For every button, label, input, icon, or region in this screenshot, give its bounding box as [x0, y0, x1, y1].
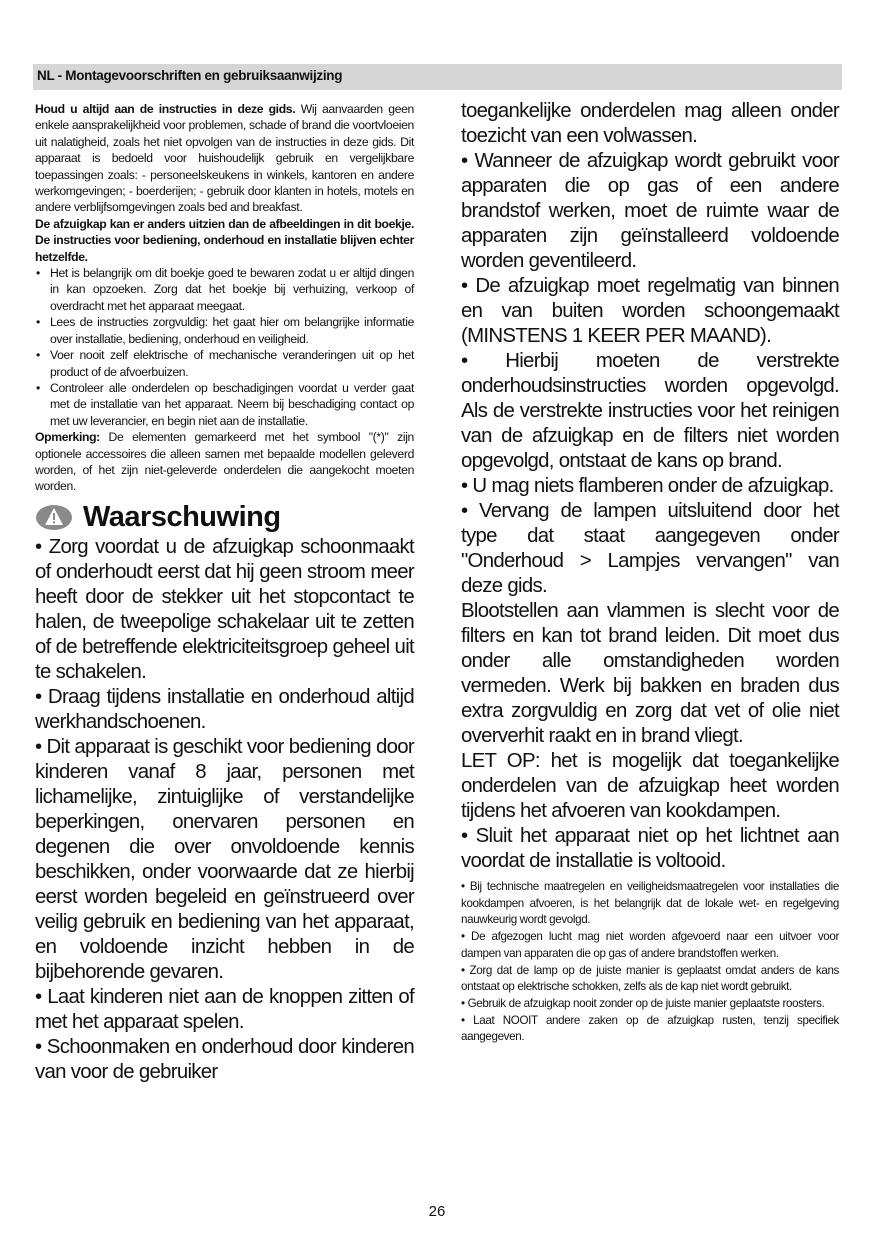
regulation-paragraph: • De afgezogen lucht mag niet worden afgevoerd naar een uitvoer voor dampen van apparaten die op gas of andere brandstoffen werken. — [461, 930, 839, 960]
remark-paragraph — [35, 429, 414, 495]
regulation-paragraph: • Gebruik de afzuigkap nooit zonder op de juiste manier geplaatste roosters. — [461, 996, 825, 1010]
safety-paragraph: • Sluit het apparaat niet op het lichtnet aan voordat de installatie is voltooid. — [461, 825, 839, 872]
safety-paragraph: • Wanneer de afzuigkap wordt gebruikt voor apparaten die op gas of een andere brandstof werken, moet de ruimte waar de apparaten zijn geïnstalleerd voldoende worden geventileerd. — [461, 150, 839, 272]
safety-paragraph: LET OP: het is mogelijk dat toegankelijke onderdelen van de afzuigkap heet worden tijdens het afvoeren van kookdampen. — [461, 750, 839, 822]
intro-paragraph — [35, 101, 414, 216]
warning-block — [35, 535, 414, 1085]
warning-icon — [35, 504, 73, 531]
instruction-list — [35, 265, 414, 429]
safety-paragraph: toegankelijke onderdelen mag alleen onder toezicht van een volwassen. — [461, 100, 839, 147]
safety-paragraph: • U mag niets flamberen onder de afzuigkap. — [461, 475, 834, 497]
intro-bold: Houd u altijd aan de instructies in deze gids. — [35, 102, 296, 116]
section-header — [33, 64, 842, 90]
warning-paragraph: • Draag tijdens installatie en onderhoud altijd werkhandschoenen. — [35, 685, 414, 733]
warning-paragraph: • Zorg voordat u de afzuigkap schoonmaakt of onderhoudt eerst dat hij geen stroom meer heeft door de stekker uit het stopcontact te halen, de tweepolige schakelaar uit te zetten of de betreffende elektriciteitsgroep geheel uit te schakelen. — [35, 535, 414, 683]
safety-paragraph: Blootstellen aan vlammen is slecht voor de filters en kan tot brand leiden. Dit moet dus onder alle omstandigheden worden vermeden. Werk bij bakken en braden dus extra zorgvuldig en zorg dat vet of olie niet oververhit raakt en in brand vliegt. — [461, 600, 839, 747]
list-item: • Controleer alle onderdelen op beschadigingen voordat u verder gaat met de installatie van het apparaat. Neem bij beschadiging contact op met uw leverancier, en begin niet aan de installatie. — [35, 380, 414, 429]
safety-block — [461, 99, 839, 874]
intro-text: Wij aanvaarden geen enkele aansprakelijkheid voor problemen, schade of brand die voortvloeien uit nalatigheid, zoals het niet opvolgen van de instructies in deze gids. Dit apparaat is bedoeld voor huishoudelijk gebruik en vergelijkbare toepassingen zoals: - personeelskeukens in winkels, kantoren en andere werkomgevingen; - boerderijen; - gebruik door klanten in hotels, motels en andere verblijfsomgevingen zoals bed and breakfast. — [35, 102, 414, 215]
left-column — [35, 101, 414, 1085]
regulation-paragraph: • Bij technische maatregelen en veiligheidsmaatregelen voor installaties die kookdampen afvoeren, is het belangrijk dat de lokale wet- en regelgeving nauwkeurig wordt gevolgd. — [461, 880, 839, 927]
list-item: • Voer nooit zelf elektrische of mechanische veranderingen uit op het product of de afvoerbuizen. — [35, 347, 414, 380]
warning-title: Waarschuwing — [83, 501, 281, 534]
regulations-block — [461, 879, 839, 1046]
remark-label: Opmerking: — [35, 430, 100, 445]
safety-paragraph: • Vervang de lampen uitsluitend door het type dat staat aangegeven onder "Onderhoud > Lampjes vervangen" van deze gids. — [461, 500, 839, 597]
right-column — [461, 101, 839, 1046]
regulation-paragraph: • Zorg dat de lamp op de juiste manier is geplaatst omdat anders de kans ontstaat op elektrische schokken, zelfs als de kap niet wordt gebruikt. — [461, 963, 839, 994]
page-number: 26 — [428, 1203, 446, 1220]
safety-paragraph: • De afzuigkap moet regelmatig van binnen en van buiten worden schoongemaakt (MINSTENS 1 KEER PER MAAND). — [461, 275, 839, 347]
warning-paragraph: • Schoonmaken en onderhoud door kinderen van voor de gebruiker — [35, 1035, 414, 1083]
regulation-paragraph: • Laat NOOIT andere zaken op de afzuigkap rusten, tenzij specifiek aangegeven. — [461, 1013, 839, 1044]
warning-paragraph: • Laat kinderen niet aan de knoppen zitten of met het apparaat spelen. — [35, 985, 414, 1033]
design-note-paragraph: De afzuigkap kan er anders uitzien dan de afbeeldingen in dit boekje. De instructies voor bediening, onderhoud en installatie blijven echter hetzelfde. — [35, 216, 414, 264]
warning-heading — [35, 501, 414, 535]
list-item: • Het is belangrijk om dit boekje goed te bewaren zodat u er altijd dingen in kan opzoeken. Zorg dat het boekje bij verhuizing, verkoop of overdracht met het apparaat meegaat. — [35, 265, 414, 314]
remark-text: De elementen gemarkeerd met het symbool "(*)" zijn optionele accessoires die alleen samen met bepaalde modellen geleverd worden, of het zijn niet-geleverde onderdelen die aangekocht moeten worden. — [35, 430, 414, 494]
safety-paragraph: • Hierbij moeten de verstrekte onderhoudsinstructies worden opgevolgd. Als de verstrekte instructies voor het reinigen van de afzuigkap en de filters niet worden opgevolgd, ontstaat de kans op brand. — [461, 350, 839, 472]
intro-block — [35, 101, 414, 495]
warning-paragraph: • Dit apparaat is geschikt voor bediening door kinderen vanaf 8 jaar, personen met lichamelijke, zintuiglijke of verstandelijke beperkingen, onervaren personen en degenen die over onvoldoende kennis beschikken, onder voorwaarde dat ze hierbij eerst worden begeleid en geïnstrueerd over veilig gebruik en bediening van het apparaat, en voldoende inzicht hebben in de bijbehorende gevaren. — [35, 735, 414, 983]
section-header-title: NL - Montagevoorschriften en gebruiksaanwijzing — [37, 68, 343, 83]
list-item: • Lees de instructies zorgvuldig: het gaat hier om belangrijke informatie over installatie, bediening, onderhoud en veiligheid. — [35, 314, 414, 347]
